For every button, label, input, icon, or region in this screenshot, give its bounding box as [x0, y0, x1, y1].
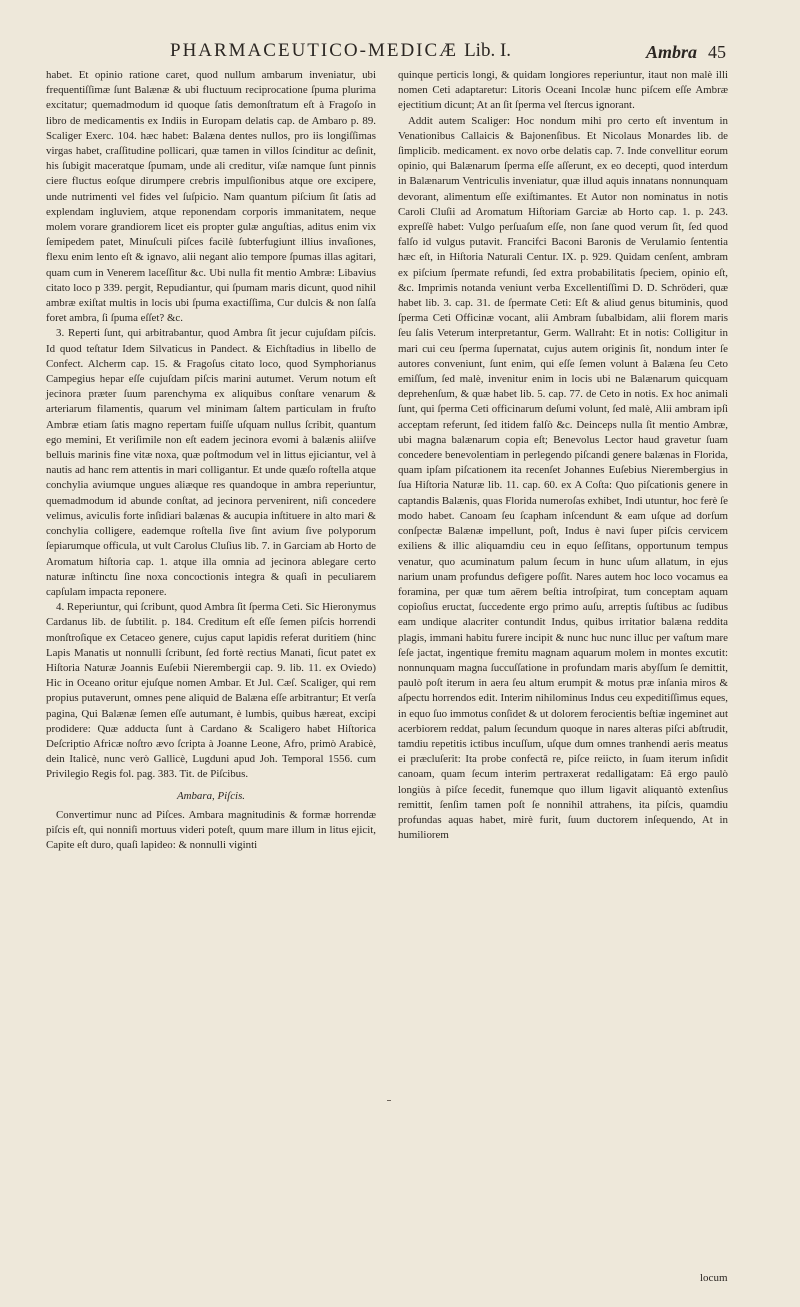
- right-column: [398, 68, 728, 843]
- paragraph: 3. Reperti ſunt, qui arbitrabantur, quod Ambra ſit jecur cujuſdam piſcis. Id quod teſtatur Idem Silvaticus in Pandect. & Eichſtadius in libello de Confect. Alcherm cap. 15. & Fragoſus citato loco, quod Symphorianus Campegius hepar eſſe cujuſdam piſcis marini autumet. Verum notum eſt jecinora præter ſuum parenchyma ex aliquibus conſtare venarum & arteriarum filamentis, quarum vel minimam ſaltem particulam in fruſto Ambræ etiam ſatis magno repertam fuiſſe uſquam nullus ſcribit, quantum ego memini, Et veriſimile non eſt eadem jecinora evomi à balænis aliiſve belluis marinis fine vitæ noxa, quæ poſtmodum vel in littus ejiciantur, vel à nautis ad hanc rem attentis in mari colligantur. Et unde quæſo roſtella atque conchylia aviumque ungues aliæque res quandoque in ambra reperiuntur, quemadmodum id abunde conſtat, ad jecinora pervenirent, niſi concedere velimus, aviculis forte inſidiari balænas & aucupia inſtituere in alto mari & conchylia colligere, eademque roſtella ſive ſint avium ſive polyporum ſepiarumque officula, ut vult Carolus Cluſius lib. 7. in Garciam ab Horto de Aromatum hiſtoria cap. 1. atque illa omnia ad jecinora ablegare certo naturæ inſtinctu ſine noxa concoctionis integra & quaſi in peculiarem capſulam impacta reponere.: [46, 327, 376, 598]
- gutter-mark: [387, 1100, 391, 1101]
- section-subheading: Ambara, Piſcis.: [176, 789, 246, 802]
- paragraph: Addit autem Scaliger: Hoc nondum mihi pro certo eſt inventum in Venationibus Callaicis & Bajonenſibus. Et Nicolaus Monardes lib. de ſimplicib. medicament. ex novo orbe delatis cap. 7. Inde convellitur eorum opinio, qui Balænarum ſperma eſſe aſſerunt, ex eo decepti, quod interdum in Balænarum Ventriculis inveniatur, quæ illud aquis innatans nonnunquam devorant, alimentum eſſe exiſtimantes. Et Autor non nominatus in notis Caroli Cluſii ad Aromatum Hiſtoriam Garciæ ab Horto cap. 1. p. 243. expreſſè habet: Vulgo perſuaſum eſſe, non ſane quod verum ſit, ſed quod falſo id vulgus putavit. Francifci Baconi Baronis de Verulamio ſententia hæc eſt, in Hiſtoria Naturali Centur. IX. p. 929. Quidam cenſent, ambram ex piſcium ſpermate refundi, ſed extra probabilitatis ſpeciem, opinio eſt, &c. Imprimis notanda veniunt verba Excellentiſſimi D. D. Schröderi, quæ habet lib. 3. cap. 31. de ſpermate Ceti: Eſt & aliud genus bituminis, quod ſperma Ceti Officinæ vocant, alii Ambram ſubalbidam, alii florem maris ſeu ſalis Veterum interpretantur, Germ. Wallraht: Et in notis: Colligitur in mari cui ceu ſperma ſupernatat, cujus autem originis ſit, nondum inter ſe autores conveniunt, ſunt enim, qui eſſe ſemen volunt à Balæna ſeu Ceto emiſſum, ſed malè, invenitur enim in locis ubi ne Balænarum quicquam deprehenſum, & quæ habet lib. 5. cap. 77. de Ceto in notis. Ex hoc animali ſunt, qui ſperma Ceti officinarum deſumi volunt, ſed malè, Alii ambram ipſi acceptam referunt, ſed itidem falſò &c. Deinceps nulla ſit mentio Ambræ, ubi magna balænarum copia eſt; Benevolus Lector haud gravetur ſuam concedere benevolentiam in perlegendo piſcandi genere balænas in Florida, quam ipſam piſcationem ita recenſet Johannes Euſebius Nierembergius in ſua Hiſtoria Naturæ lib. 11. cap. 60. ex A Coſta: Quo piſcationis genere in captandis Balænis, quas Florida numeroſas exhibet, Indi utuntur, hoc ferè ſe modo habet. Canoam ſeu ſcapham inſcendunt & eam uſque ad dorſum conſpectæ Balænæ impellunt, poſt, Indus è navi ſuper piſcis cervicem exiliens & illic aliquamdiu ceu in equo ſeſſitans, opportunum tempus venatur, quo acuminatum palum ſecum in hunc uſum allatum, in ejus narium unam profundus defigere poſſit. Nares autem hoc loco vocamus ea foramina, per quæ tum aërem beſtia introſpirat, tum conceptam aquam copioſius eructat, ſuccedente ergo primo auſu, arreptis ſuſtibus ac ſudibus eam undique alacriter contundit Indus, quibus irritatior balæna reddita plagis, immani habitu furere incipit & nunc huc nunc illuc per vaſtum mare ſeſe jactat, ingentique fremitu magnam aquarum molem in montes excutit: nonnunquam magna ſuccuſſatione in profundam maris abyſſum ſe demittit, paulò poſt iterum in aera ſeu altum erumpit & motus præ inſania miros & aſpectu horrendos edit. Interim nihilominus Indus ceu expeditiſſimus eques, in equo ſuo immotus conſidet & ut dolorem ferocientis beſtiæ ingeminet aut acerbiorem reddat, palum ſecundum quoque in nares alteras piſci abſtrudit, tamdiu repetitis ictibus incuſſum, uſque dum omnes tranhendi aeris meatus ei præcluſerit: Ita probe confectâ re, piſce reiicto, in ſuam iterum inſidit canoam, quam ſecum interim pertraxerat redalligatam: Eâ ergo paulò longiùs à piſce ſecedit, funemque quo illum ligavit aliquantò extenſius remittit, ſenſim tamen poſt ſe nonnihil attrahens, ita piſcis, quamdiu profundas aquas habet, mirè furit, ſuum ductorem inſequendo, At in humiliorem: [398, 114, 728, 842]
- running-head: [170, 40, 511, 62]
- book-number: Lib. I.: [464, 40, 512, 61]
- paragraph: habet. Et opinio ratione caret, quod nullum ambarum inveniatur, ubi frequentiſſimæ ſunt Balænæ & ubi fluctuum reciprocatione ſpuma plurima excitatur; quemadmodum id quoque ſatis demonſtratum eſt à Fragoſo in libro de medicamentis ex Indiis in Europam delatis cap. de Ambaro p. 89. Scaliger Exerc. 104. hæc habet: Balæna dentes nullos, pro iis longiſſimas virgas habet, craſſitudine pollicari, quæ tamen in villos ſcinditur ac deſinit, his ſubigit maceratque ſpumam, unde ali creditur, viſæ namque ſunt pinnis ciere fluctus eoſque dirumpere crebris impulſionibus atque ore excipere, unde nutrimenti vel fides vel ſuſpicio. Nam quantum piſcium ſit ſatis ad explendam ingluviem, atque reponendam corporis immanitatem, neque molem vorare grandiorem licet eis propter gulæ anguſtias, aditus enim vix ſemipedem patet, Minuſculi piſces facilè ſubterfugiunt illius invaſiones, flexu enim lento eſt & ignavo, alii negant alio tempore ſpumas illas agitari, quam cum in Venerem laceſſitur &c. Ubi nulla fit mentio Ambræ: Libavius citato loco p 339. pergit, Repudiantur, qui ſpumam maris dicunt, quod nihil ambræ exiſtat multis in locis ubi ſpuma exactiſſima, Cur dulcis & non ſalſa foret ambra, ſi ſpuma eſſet? &c.: [46, 69, 376, 325]
- running-head-title: PHARMACEUTICO-MEDICÆ: [170, 40, 459, 61]
- page-header: [40, 40, 760, 70]
- section-name: Ambra: [646, 42, 698, 62]
- paragraph: quinque perticis longi, & quidam longiores reperiuntur, itaut non malè illi nomen Ceti adaptaretur: Litoris Oceani Incolæ hunc piſcem eſſe Ambræ ejectitium dicunt; At an ſit ſperma vel ſtercus ignorant.: [398, 69, 728, 112]
- paragraph: 4. Reperiuntur, qui ſcribunt, quod Ambra ſit ſperma Ceti. Sic Hieronymus Cardanus lib. de ſubtilit. p. 184. Creditum eſt eſſe ſemen piſcis horrendi monſtroſique ex Cetaceo genere, cujus caput lapidis referat duritiem (hinc Lapis Manatis ut nonnulli ſcribunt, ſed fortè rectius Manati, ſicut patet ex Hiſtoria Naturæ Joannis Euſebii Nierembergii cap. 9. lib. 11. ex Oviedo) Hic in Oceano oritur ejuſque nomen Ambar. Et Jul. Cæſ. Scaliger, qui rem propius putaverunt, omnes pene aliquid de Balæna eſſe arbitrantur; Et verſa pagina, Qui Balænæ ſemen eſſe autumant, è lumbis, quibus hæreat, excipi prodidere: Quæ adducta ſunt à Cardano & Scaligero habet Hiſtorica Deſcriptio Africæ noſtro ævo ſcripta à Joanne Leone, Afro, primò Arabicè, dein Italicè, nunc verò Gallicè, Lugduni apud Joh. Temporal 1556. cum Privilegio Regis fol. pag. 383. Tit. de Piſcibus.: [46, 601, 376, 781]
- left-column: [46, 68, 376, 853]
- paragraph: Convertimur nunc ad Piſces. Ambara magnitudinis & formæ horrendæ piſcis eſt, qui nonniſi mortuus videri poteſt, quum mare illum in litus ejicit, Capite eſt duro, quaſi lapideo: & nonnulli viginti: [46, 808, 376, 852]
- catchword: locum: [700, 1272, 728, 1284]
- page-number: 45: [708, 42, 726, 62]
